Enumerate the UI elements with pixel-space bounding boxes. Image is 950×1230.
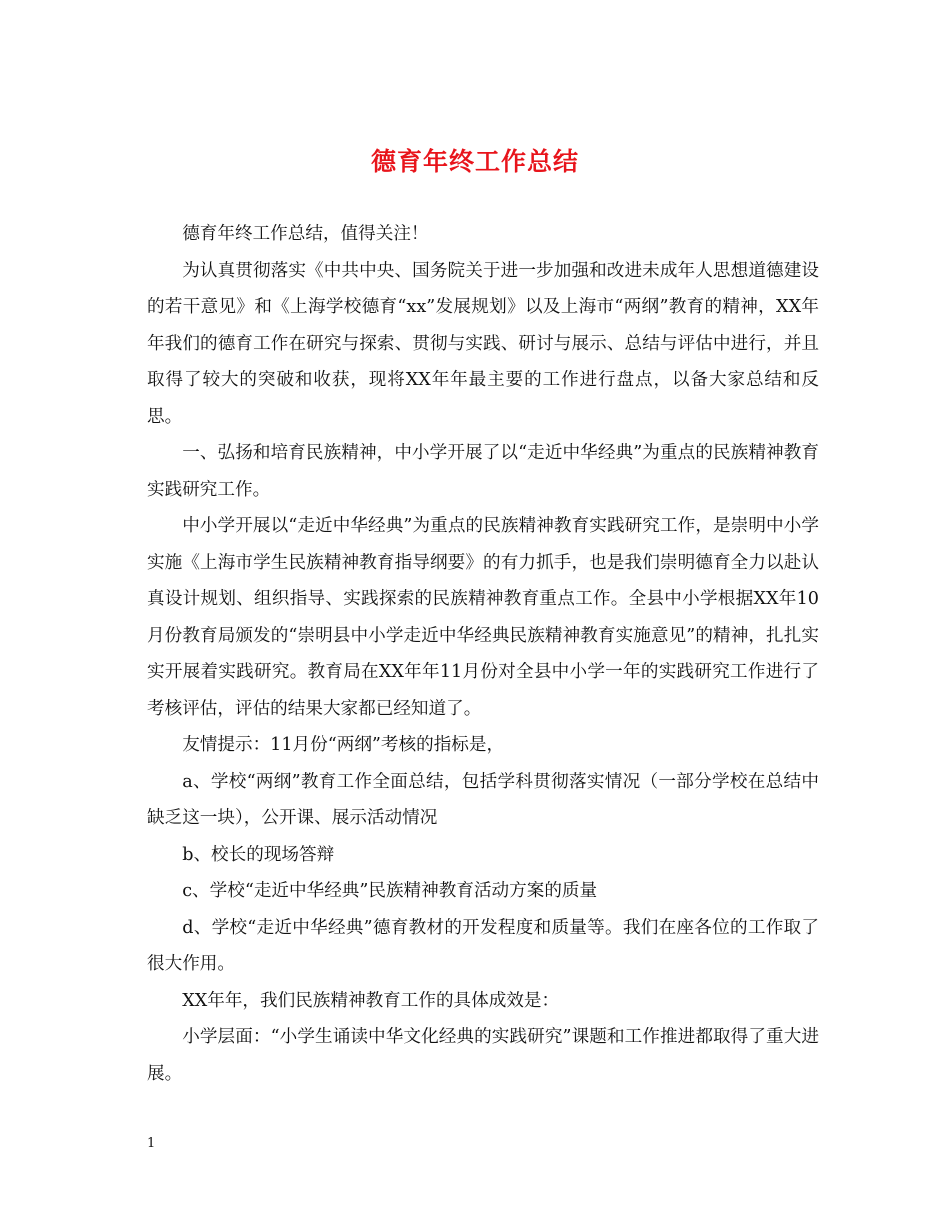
page-number: 1 (147, 1136, 156, 1151)
paragraph-background: 为认真贯彻落实《中共中央、国务院关于进一步加强和改进未成年人思想道德建设的若干意见》和《上海学校德育“xx”发展规划》以及上海市“两纲”教育的精神，XX年年我们的德育工作在研究与探索、贯彻与实践、研讨与展示、总结与评估中进行，并且取得了较大的突破和收获，现将XX年年最主要的工作进行盘点，以备大家总结和反思。 (147, 260, 819, 427)
list-item-d: d、学校“走近中华经典”德育教材的开发程度和质量等。我们在座各位的工作取了很大作用。 (147, 917, 819, 974)
paragraph-intro: 德育年终工作总结，值得关注！ (182, 224, 429, 244)
paragraph-results-intro: XX年年，我们民族精神教育工作的具体成效是： (182, 990, 560, 1011)
paragraph-section-heading: 一、弘扬和培育民族精神，中小学开展了以“走近中华经典”为重点的民族精神教育实践研究工作。 (147, 443, 819, 500)
paragraph-tip: 友情提示：11月份“两纲”考核的指标是， (182, 735, 505, 755)
list-item-a: a、学校“两纲”教育工作全面总结，包括学科贯彻落实情况（一部分学校在总结中缺乏这一块），公开课、展示活动情况 (147, 771, 819, 828)
document-body (147, 216, 819, 1092)
paragraph-section-body: 中小学开展以“走近中华经典”为重点的民族精神教育实践研究工作，是崇明中小学实施《上海市学生民族精神教育指导纲要》的有力抓手，也是我们崇明德育全力以赴认真设计规划、组织指导、实践探索的民族精神教育重点工作。全县中小学根据XX年10月份教育局颁发的“崇明县中小学走近中华经典民族精神教育实施意见”的精神，扎扎实实开展着实践研究。教育局在XX年年11月份对全县中小学一年的实践研究工作进行了考核评估，评估的结果大家都已经知道了。 (147, 516, 819, 719)
list-item-c: c、学校“走近中华经典”民族精神教育活动方案的质量 (182, 881, 598, 901)
document-title: 德育年终工作总结 (370, 147, 579, 176)
list-item-b: b、校长的现场答辩 (182, 844, 335, 865)
paragraph-primary-school: 小学层面：“小学生诵读中华文化经典的实践研究”课题和工作推进都取得了重大进展。 (147, 1027, 819, 1084)
